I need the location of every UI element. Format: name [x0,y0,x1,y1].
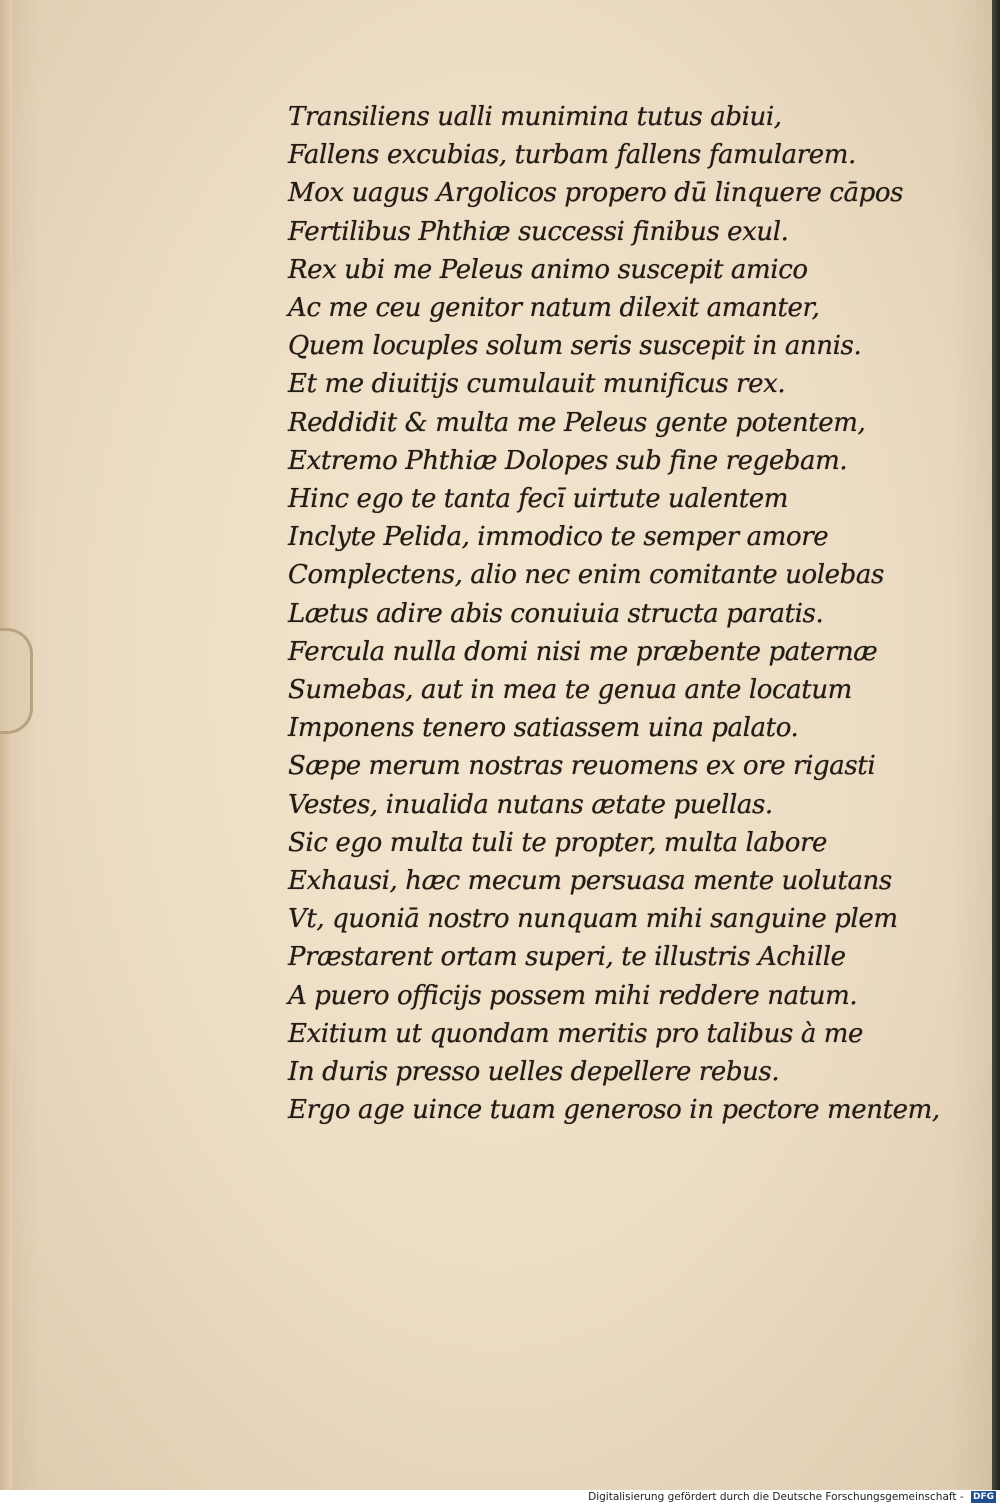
verse-line: Complectens, alio nec enim comitante uolebas [288,560,884,591]
funding-footer [0,1490,1000,1505]
verse-line: Ergo age uince tuam generoso in pectore mentem, [288,1095,940,1126]
verse-line: Imponens tenero satiassem uina palato. [288,713,799,744]
verse-line: Vestes, inualida nutans ætate puellas. [288,789,773,820]
verse-line: Exitium ut quondam meritis pro talibus à me [288,1018,864,1049]
scan-background-strip [992,0,1000,1505]
verse-line: Lætus adire abis conuiuia structa paratis. [288,598,824,629]
verse-line: In duris presso uelles depellere rebus. [288,1057,780,1088]
verse-line: Transiliens ualli munimina tutus abiui, [288,102,782,132]
verse-line: Exhausi, hæc mecum persuasa mente uolutans [288,866,892,897]
verse-line: Sæpe merum nostras reuomens ex ore rigasti [288,751,876,782]
verse-line: Fallens excubias, turbam fallens famularem. [288,140,856,171]
verse-line: A puero officijs possem mihi reddere natum. [288,980,858,1011]
verse-line: Inclyte Pelida, immodico te semper amore [288,522,829,553]
verse-line: Vt, quoniā nostro nunquam mihi sanguine plem [288,904,898,935]
verse-line: Et me diuitijs cumulauit munificus rex. [288,369,786,400]
verse-text-block [288,98,940,1129]
verse-line: Hinc ego te tanta fecī uirtute ualentem [288,484,789,515]
verse-line: Mox uagus Argolicos propero dū linquere cāpos [288,178,904,209]
verse-line: Quem locuples solum seris suscepit in annis. [288,331,862,362]
verse-line: Fertilibus Phthiæ successi finibus exul. [288,216,789,247]
verse-line: Fercula nulla domi nisi me præbente paternæ [288,636,878,667]
verse-line: Sic ego multa tuli te propter, multa labore [288,827,827,858]
page-gutter-edge [0,0,12,1490]
verse-line: Præstarent ortam superi, te illustris Achille [288,942,846,973]
dfg-logo-icon: DFG [972,1492,994,1502]
book-clasp-shadow [0,628,33,734]
verse-line: Sumebas, aut in mea te genua ante locatum [288,675,852,706]
verse-line: Ac me ceu genitor natum dilexit amanter, [288,293,820,324]
funding-notice: Digitalisierung gefördert durch die Deutsche Forschungsgemeinschaft - [588,1491,964,1503]
verse-line: Rex ubi me Peleus animo suscepit amico [288,254,808,285]
verse-line: Extremo Phthiæ Dolopes sub fine regebam. [288,445,848,476]
verse-line: Reddidit & multa me Peleus gente potentem, [288,407,866,438]
